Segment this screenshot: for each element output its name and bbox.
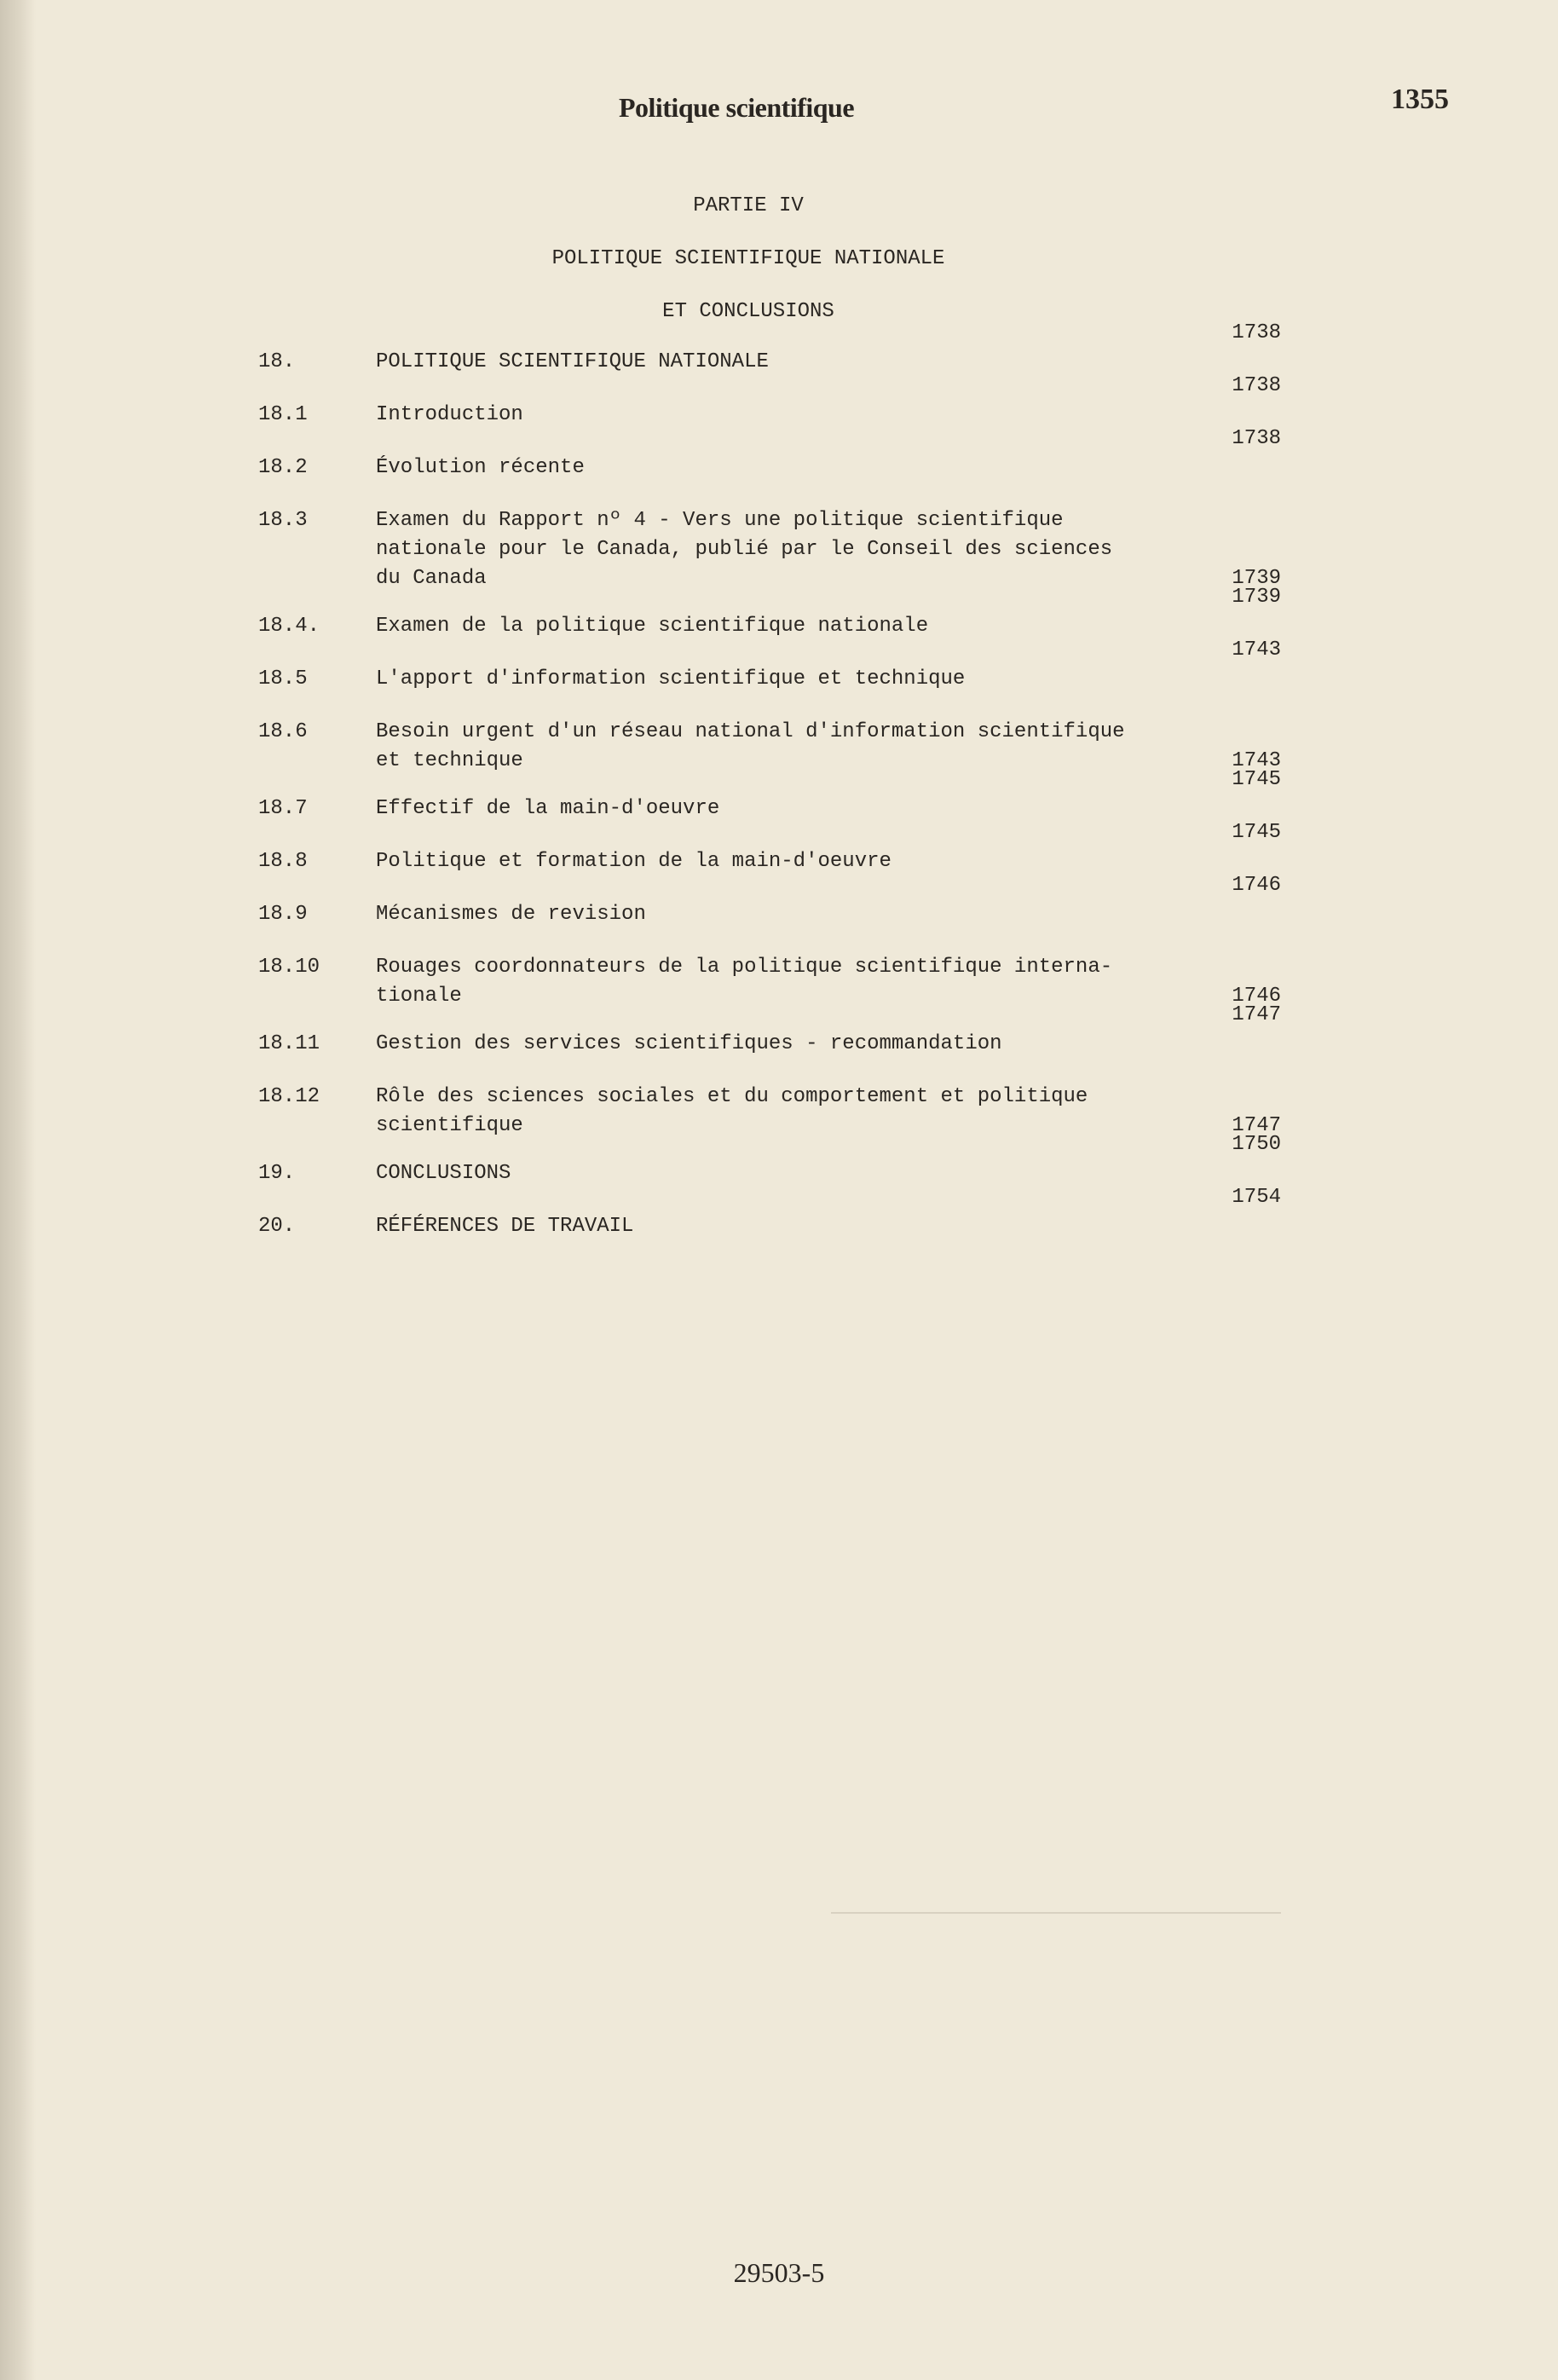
toc-entry-page: 1743: [1232, 638, 1281, 661]
toc-entry-title: Politique et formation de la main-d'oeuvre: [376, 850, 892, 873]
toc-entry-page: 1747: [1232, 1003, 1281, 1026]
running-title: Politique scientifique: [618, 92, 855, 123]
toc-entry-page: 1739: [1232, 586, 1281, 609]
toc-entry-page: 1746: [1232, 874, 1281, 897]
toc-entry-number: 19.: [258, 1162, 296, 1185]
toc-entry-number: 18.6: [258, 720, 308, 743]
signature-code: 29503-5: [733, 2257, 825, 2288]
toc-entry: [258, 1083, 1281, 1141]
toc-entry: [258, 506, 1281, 593]
toc-entry-page: 1745: [1232, 821, 1281, 844]
toc-entry-title: Introduction: [376, 403, 523, 426]
toc-entry-title: L'apport d'information scientifique et technique: [376, 667, 966, 690]
toc-entry-number: 18.7: [258, 797, 308, 820]
toc-entry-title: Rouages coordonnateurs de la politique scientifique interna- tionale: [376, 956, 1113, 1008]
toc-entry: [258, 718, 1281, 776]
page-number: 1355: [1391, 84, 1449, 115]
toc-entry-number: 18.5: [258, 667, 308, 690]
toc-entry-title: CONCLUSIONS: [376, 1162, 511, 1185]
toc-entry-title: Examen du Rapport nº 4 - Vers une politique scientifique nationale pour le Canada, publié par le Conseil des sciences du Canada: [376, 509, 1113, 590]
toc-entry-title: Besoin urgent d'un réseau national d'information scientifique et technique: [376, 720, 1125, 772]
toc-entry-number: 18.3: [258, 509, 308, 532]
toc-entry-page: 1738: [1232, 427, 1281, 450]
toc-entry-number: 18.12: [258, 1085, 320, 1108]
toc-entry-page: 1747: [1232, 1114, 1281, 1137]
toc-entry-number: 20.: [258, 1215, 296, 1238]
toc-entry: [258, 953, 1281, 1011]
toc-entry-number: 18.1: [258, 403, 308, 426]
toc-entry-page: 1746: [1232, 985, 1281, 1008]
toc-entry-title: Gestion des services scientifiques - recommandation: [376, 1032, 1002, 1055]
toc-entry-number: 18.4.: [258, 615, 320, 638]
section-heading-line-2: ET CONCLUSIONS: [662, 300, 834, 323]
toc-entry-number: 18.11: [258, 1032, 320, 1055]
toc-entry-title: Examen de la politique scientifique nationale: [376, 615, 929, 638]
toc-entry-title: RÉFÉRENCES DE TRAVAIL: [376, 1215, 634, 1238]
toc-entry-number: 18.10: [258, 956, 320, 979]
toc-entry-number: 18.2: [258, 456, 308, 479]
toc-entry-page: 1739: [1232, 567, 1281, 590]
toc-entry-page: 1738: [1232, 321, 1281, 344]
toc-entry-title: Rôle des sciences sociales et du comportement et politique scientifique: [376, 1085, 1088, 1137]
book-spine-shadow: [0, 0, 36, 2380]
part-heading: PARTIE IV: [693, 194, 804, 217]
footer-divider: [831, 1912, 1281, 1914]
section-heading-line-1: POLITIQUE SCIENTIFIQUE NATIONALE: [551, 247, 945, 270]
toc-entry-number: 18.8: [258, 850, 308, 873]
toc-entry-page: 1750: [1232, 1133, 1281, 1156]
toc-entry-number: 18.: [258, 350, 296, 373]
toc-entry-number: 18.9: [258, 903, 308, 926]
toc-entry-page: 1743: [1232, 749, 1281, 772]
toc-entry-page: 1738: [1232, 374, 1281, 397]
toc-entry-page: 1745: [1232, 768, 1281, 791]
toc-entry-title: Mécanismes de revision: [376, 903, 646, 926]
toc-entry-title: Évolution récente: [376, 456, 585, 479]
toc-entry-title: Effectif de la main-d'oeuvre: [376, 797, 720, 820]
toc-entry-page: 1754: [1232, 1186, 1281, 1209]
toc-entry-title: POLITIQUE SCIENTIFIQUE NATIONALE: [376, 350, 769, 373]
